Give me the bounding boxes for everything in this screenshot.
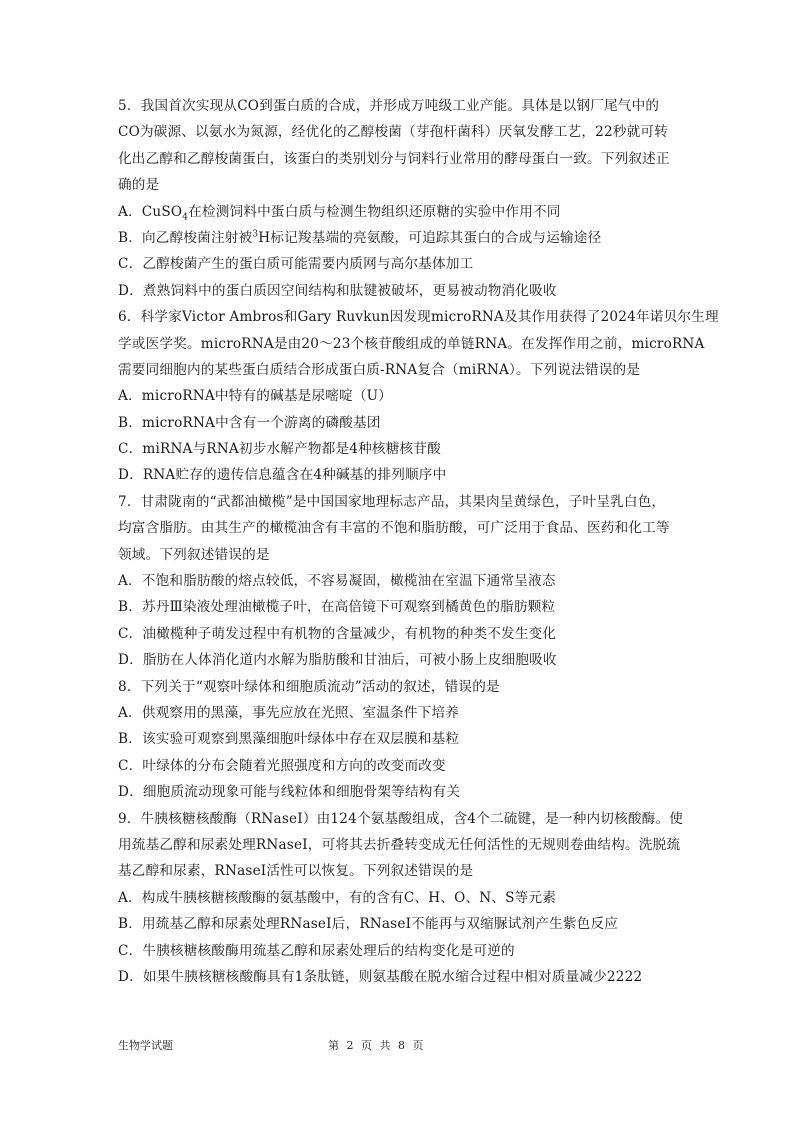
question-7-stem-line-3: 领域。下列叙述错误的是: [118, 546, 270, 563]
question-6-option-b[interactable]: B．microRNA中含有一个游离的磷酸基团: [118, 414, 381, 431]
question-5-stem-line-3: 化出乙醇和乙醇梭菌蛋白，该蛋白的类别划分与饲料行业常用的酵母蛋白一致。下列叙述正: [118, 150, 670, 167]
question-6-stem-line-2: 学或医学奖。microRNA是由20～23个核苷酸组成的单链RNA。在发挥作用之前，microRNA: [118, 335, 705, 352]
question-9-option-d[interactable]: D．如果牛胰核糖核酸酶具有1条肽链，则氨基酸在脱水缩合过程中相对质量减少2222: [118, 968, 643, 985]
question-5-option-b[interactable]: B．向乙醇梭菌注射被$^3$H标记羧基端的亮氨酸，可追踪其蛋白的合成与运输途径: [118, 229, 602, 246]
question-5-option-c[interactable]: C．乙醇梭菌产生的蛋白质可能需要内质网与高尔基体加工: [118, 256, 474, 273]
question-9-option-a[interactable]: A．构成牛胰核糖核酸酶的氨基酸中，有的含有C、H、O、N、S等元素: [118, 889, 557, 906]
question-7: [118, 489, 678, 674]
question-5-stem-line-2: CO为碳源、以氨水为氮源，经优化的乙醇梭菌（芽孢杆菌科）厌氧发酵工艺，22秒就可转: [118, 124, 669, 141]
question-5-option-d[interactable]: D．煮熟饲料中的蛋白质因空间结构和肽键被破坏，更易被动物消化吸收: [118, 282, 557, 299]
question-6-option-d[interactable]: D．RNA贮存的遗传信息蕴含在4种碱基的排列顺序中: [118, 467, 447, 484]
question-6-option-a[interactable]: A．microRNA中特有的碱基是尿嘧啶（U）: [118, 388, 393, 405]
question-9-stem-line-2: 用巯基乙醇和尿素处理RNaseI，可将其去折叠转变成无任何活性的无规则卷曲结构。洗脱巯: [118, 836, 681, 853]
question-6-stem-line-3: 需要同细胞内的某些蛋白质结合形成蛋白质-RNA复合（miRNA）。下列说法错误的是: [118, 361, 641, 378]
question-6: [118, 304, 719, 489]
question-list: [118, 93, 719, 990]
question-7-option-d[interactable]: D．脂肪在人体消化道内水解为脂肪酸和甘油后，可被小肠上皮细胞吸收: [118, 652, 557, 669]
question-7-option-b[interactable]: B．苏丹Ⅲ染液处理油橄榄子叶，在高倍镜下可观察到橘黄色的脂肪颗粒: [118, 599, 556, 616]
question-7-stem-line-1: 7．甘肃陇南的“武都油橄榄”是中国国家地理标志产品，其果肉呈黄绿色，子叶呈乳白色，: [118, 493, 666, 510]
question-5-option-a[interactable]: A．CuSO$_4$在检测饲料中蛋白质与检测生物组织还原糖的实验中作用不同: [118, 203, 561, 223]
footer-subject: 生物学试题: [118, 1039, 173, 1052]
question-8-option-a[interactable]: A．供观察用的黑藻，事先应放在光照、室温条件下培养: [118, 704, 460, 721]
question-8-option-c[interactable]: C．叶绿体的分布会随着光照强度和方向的改变而改变: [118, 757, 446, 774]
question-9-option-b[interactable]: B．用巯基乙醇和尿素处理RNaseI后，RNaseI不能再与双缩脲试剂产生紫色反应: [118, 916, 619, 933]
question-5-stem-line-4: 确的是: [118, 177, 160, 194]
question-9-option-c[interactable]: C．牛胰核糖核酸酶用巯基乙醇和尿素处理后的结构变化是可逆的: [118, 942, 515, 959]
question-8-stem-line-1: 8．下列关于“观察叶绿体和细胞质流动”活动的叙述，错误的是: [118, 678, 500, 695]
question-8-option-d[interactable]: D．细胞质流动现象可能与线粒体和细胞骨架等结构有关: [118, 784, 461, 801]
question-7-option-c[interactable]: C．油橄榄种子萌发过程中有机物的含量减少，有机物的种类不发生变化: [118, 625, 557, 642]
question-5-stem-line-1: 5．我国首次实现从CO到蛋白质的合成，并形成万吨级工业产能。具体是以钢厂尾气中的: [118, 98, 660, 114]
footer-page-number: 第 2 页 共 8 页: [328, 1039, 426, 1052]
question-9-stem-line-3: 基乙醇和尿素，RNaseI活性可以恢复。下列叙述错误的是: [118, 863, 474, 880]
question-5: [118, 93, 678, 304]
question-7-option-a[interactable]: A．不饱和脂肪酸的熔点较低，不容易凝固，橄榄油在室温下通常呈液态: [118, 573, 556, 590]
question-9: [118, 806, 684, 991]
question-9-stem-line-1: 9．牛胰核糖核酸酶（RNaseI）由124个氨基酸组成，含4个二硫键，是一种内切核酸酶。使: [118, 810, 684, 827]
question-6-option-c[interactable]: C．miRNA与RNA初步水解产物都是4种核糖核苷酸: [118, 441, 441, 458]
question-7-stem-line-2: 均富含脂肪。由其生产的橄榄油含有丰富的不饱和脂肪酸，可广泛用于食品、医药和化工等: [118, 520, 670, 537]
page-footer: [118, 1037, 678, 1057]
question-8: [118, 674, 678, 806]
question-8-option-b[interactable]: B．该实验可观察到黑藻细胞叶绿体中存在双层膜和基粒: [118, 731, 460, 748]
question-6-stem-line-1: 6．科学家Victor Ambros和Gary Ruvkun因发现microRNA及其作用获得了2024年诺贝尔生理: [118, 309, 719, 326]
